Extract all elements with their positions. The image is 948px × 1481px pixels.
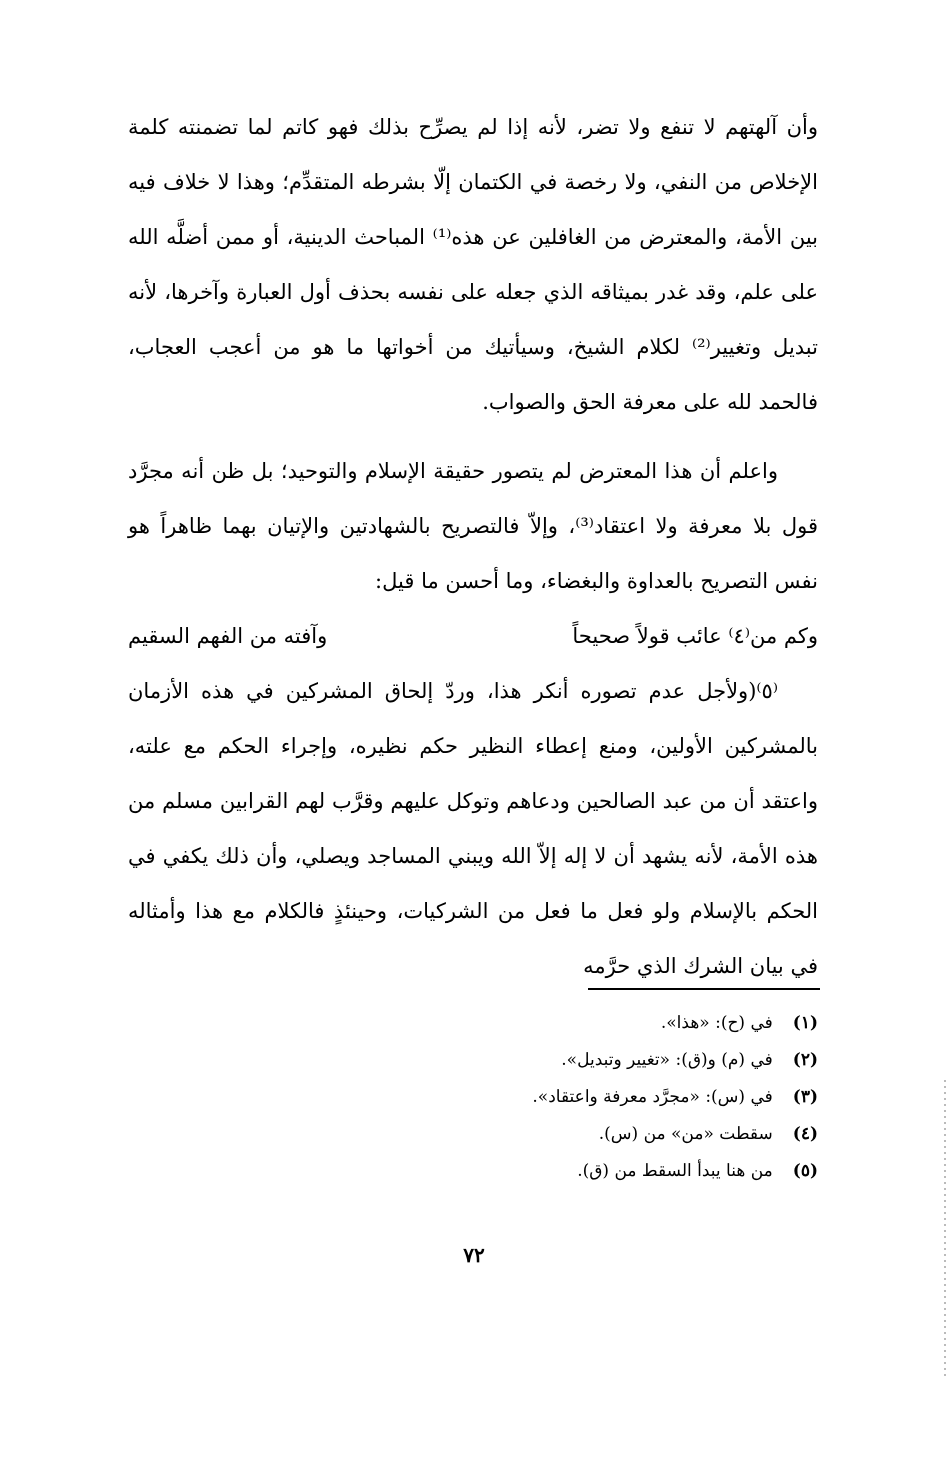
footnote-number: (٣) — [792, 1087, 818, 1107]
footnote-number: (١) — [792, 1013, 818, 1033]
poetry-verse — [128, 609, 818, 664]
footnote-item — [128, 1005, 818, 1042]
paragraph-1: وأن آلهتهم لا تنفع ولا تضر، لأنه إذا لم يصرِّح بذلك فهو كاتم لما تضمنته كلمة الإخلاص من النفي، ولا رخصة في الكتمان إلّا بشرطه المتقدِّم؛ وهذا لا خلاف فيه بين الأمة، والمعترض من الغافلين عن هذه⁽¹⁾ المباحث الدينية، أو ممن أضلَّه الله على علم، وقد غدر بميثاقه الذي جعله على نفسه بحذف أول العبارة وآخرها، لأنه تبديل وتغيير⁽²⁾ لكلام الشيخ، وسيأتيك من أخواتها ما هو من أعجب العجاب، فالحمد لله على معرفة الحق والصواب. — [128, 115, 818, 414]
footnote-number: (٥) — [792, 1161, 818, 1181]
footnote-item — [128, 1116, 818, 1153]
page-number: ٧٢ — [463, 1243, 485, 1267]
verse-second-hemistich: وآفته من الفهم السقيم — [128, 624, 328, 648]
verse-first-hemistich: وكم من⁽٤⁾ عائب قولاً صحيحاً — [572, 624, 818, 648]
footnote-number: (٤) — [792, 1124, 818, 1144]
footnote-item — [128, 1042, 818, 1079]
footnote-text: في (س): «مجرَّد معرفة واعتقاد». — [532, 1087, 773, 1107]
footnote-text: في (ح): «هذا». — [660, 1013, 773, 1033]
footnote-item — [128, 1153, 818, 1190]
paragraph-2: واعلم أن هذا المعترض لم يتصور حقيقة الإسلام والتوحيد؛ بل ظن أنه مجرَّد قول بلا معرفة ولا اعتقاد⁽³⁾، وإلاّ فالتصريح بالشهادتين والإتيان بهما ظاهراً هو نفس التصريح بالعداوة والبغضاء، وما أحسن ما قيل: — [128, 459, 818, 593]
scan-edge-marks — [944, 1080, 946, 1380]
footnotes — [128, 1005, 818, 1190]
paragraph-3: ⁽٥⁾(ولأجل عدم تصوره أنكر هذا، وردّ إلحاق المشركين في هذه الأزمان بالمشركين الأولين، ومنع إعطاء النظير حكم نظيره، وإجراء الحكم مع علته، واعتقد أن من عبد الصالحين ودعاهم وتوكل عليهم وقرَّب لهم القرابين مسلم من هذه الأمة، لأنه يشهد أن لا إله إلاّ الله ويبني المساجد ويصلي، وأن ذلك يكفي في الحكم بالإسلام ولو فعل ما فعل من الشركيات، وحينئذٍ فالكلام مع هذا وأمثاله في بيان الشرك الذي حرَّمه — [128, 679, 818, 978]
footnote-text: من هنا يبدأ السقط من (ق). — [577, 1161, 773, 1181]
footnote-text: في (م) و(ق): «تغيير وتبديل». — [561, 1050, 773, 1070]
footnote-text: سقطت «من» من (س). — [598, 1124, 773, 1144]
footnote-separator — [588, 988, 820, 990]
footnote-number: (٢) — [792, 1050, 818, 1070]
footnote-item — [128, 1079, 818, 1116]
main-text — [128, 100, 818, 994]
